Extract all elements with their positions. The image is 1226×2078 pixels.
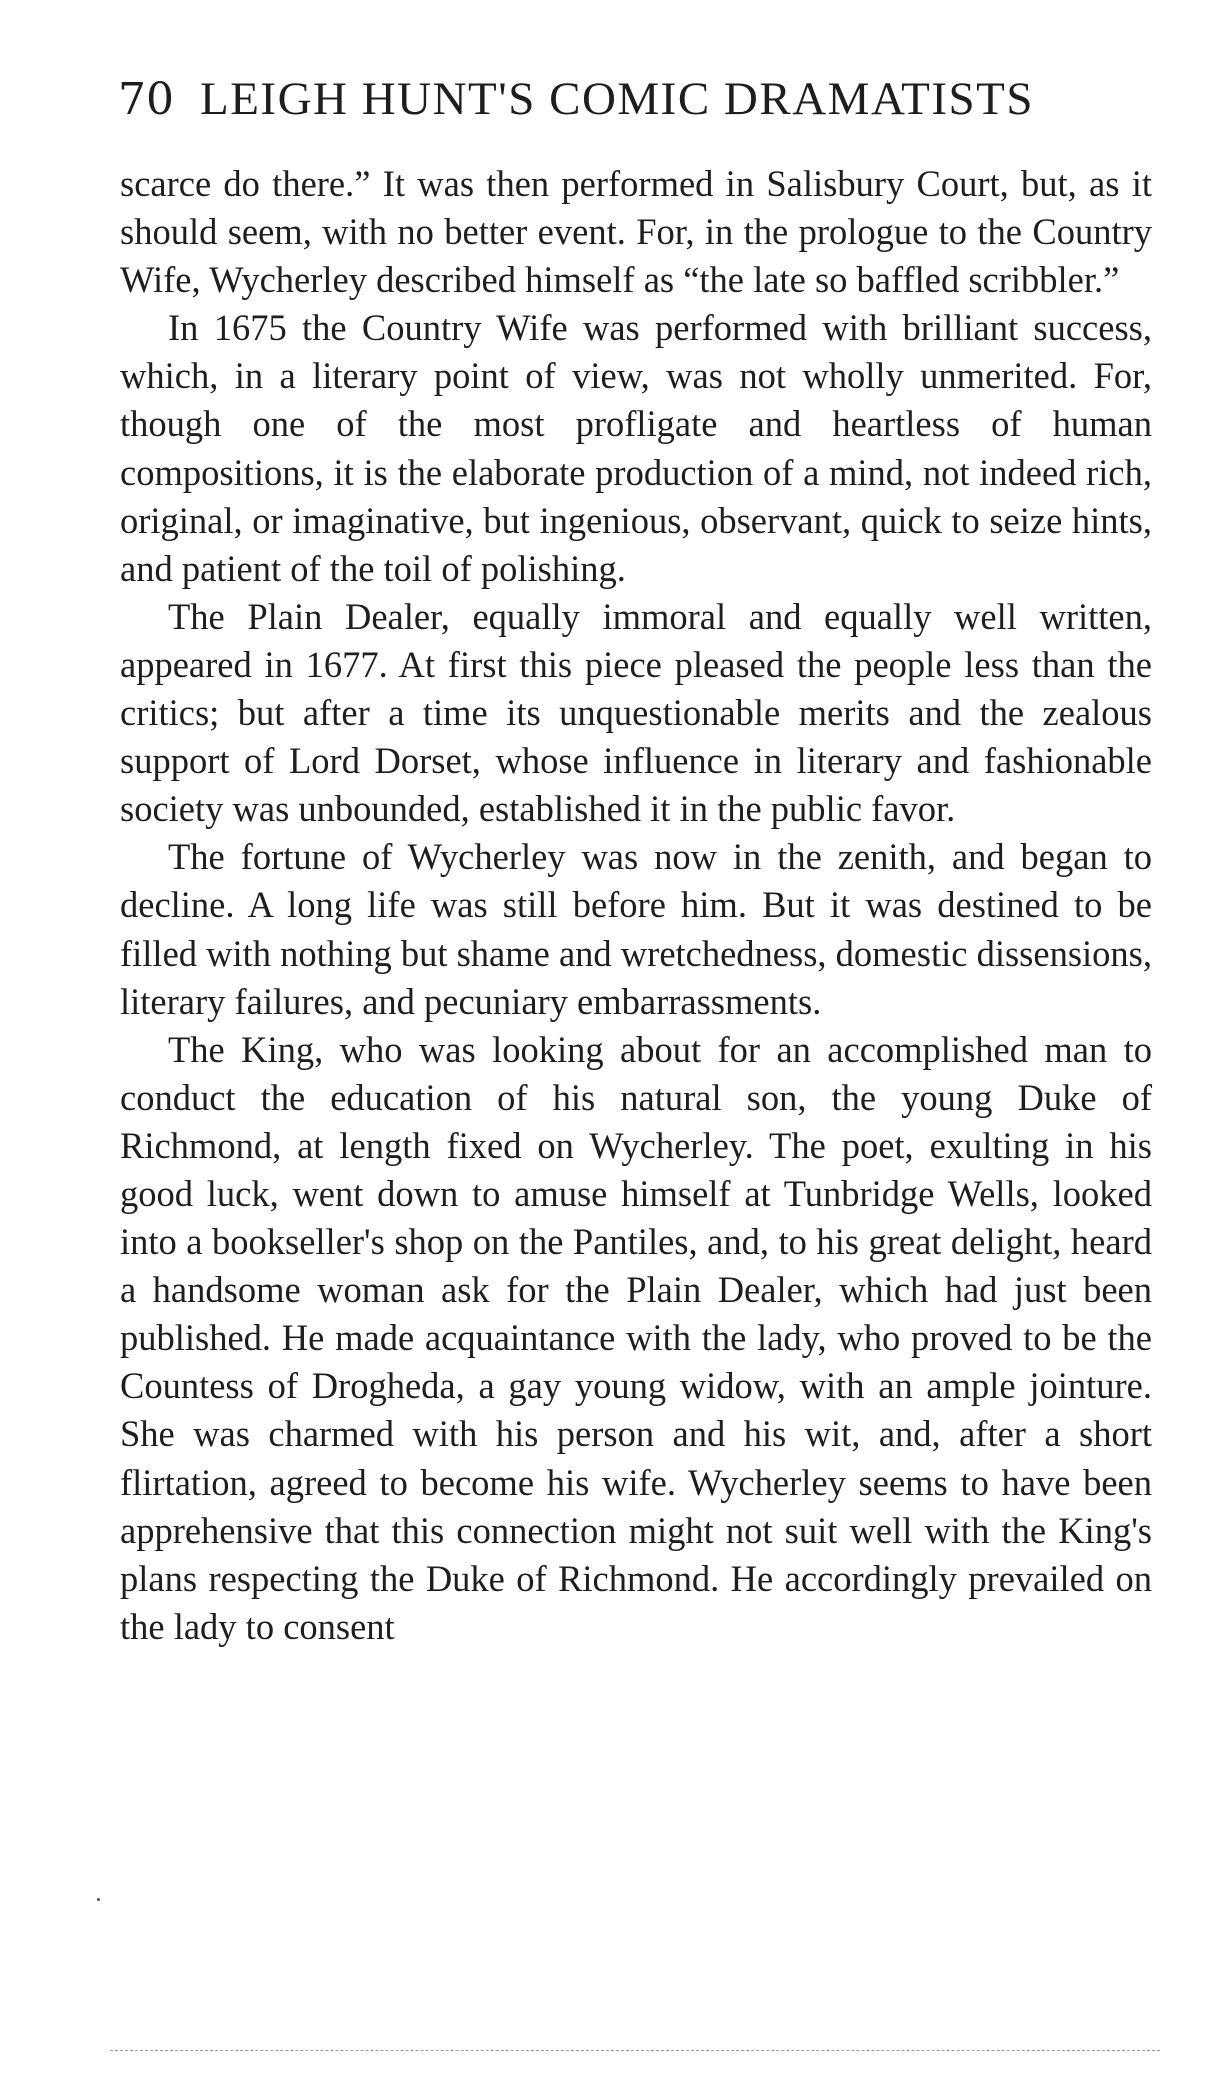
bottom-edge-rule — [110, 2050, 1160, 2051]
body-text — [120, 160, 1152, 1651]
paragraph-the-king: The King, who was looking about for an accomplished man to conduct the education of his natural son, the young Duke of Richmond, at length fixed on Wycherley. The poet, exulting in his good luck, went down to amuse himself at Tunbridge Wells, looked into a bookseller's shop on the Pantiles, and, to his great delight, heard a handsome woman ask for the Plain Dealer, which had just been published. He made acquaintance with the lady, who proved to be the Countess of Drogheda, a gay young widow, with an ample jointure. She was charmed with his person and his wit, and, after a short flirtation, agreed to become his wife. Wycherley seems to have been apprehensive that this connection might not suit well with the King's plans respecting the Duke of Richmond. He accordingly prevailed on the lady to consent — [120, 1028, 1152, 1647]
paragraph-plain-dealer: The Plain Dealer, equally immoral and equally well written, appeared in 1677. At first this piece pleased the people less than the critics; but after a time its unquestionable merits and the zealous support of Lord Dorset, whose influence in literary and fashionable society was unbounded, established it in the public favor. — [120, 595, 1152, 830]
paragraph-continued: scarce do there.” It was then performed in Salisbury Court, but, as it should seem, with no better event. For, in the prologue to the Country Wife, Wycherley described himself as “the late so baffled scribbler.” — [120, 163, 1152, 301]
paragraph-fortune: The fortune of Wycherley was now in the zenith, and began to decline. A long life was still before him. But it was destined to be filled with nothing but shame and wretchedness, domestic dissensions, literary failures, and pecuniary embarrassments. — [120, 836, 1152, 1022]
page-number: 70 — [118, 74, 174, 125]
running-title: LEIGH HUNT'S COMIC DRAMATISTS — [200, 73, 1035, 125]
ink-speck — [97, 1898, 100, 1901]
paragraph-country-wife: In 1675 the Country Wife was performed with brilliant success, which, in a literary point of view, was not wholly unmerited. For, though one of the most profligate and heartless of human compositions, it is the elaborate production of a mind, not indeed rich, original, or imaginative, but ingenious, observant, quick to seize hints, and patient of the toil of polishing. — [120, 307, 1152, 589]
page-header — [118, 72, 1158, 142]
